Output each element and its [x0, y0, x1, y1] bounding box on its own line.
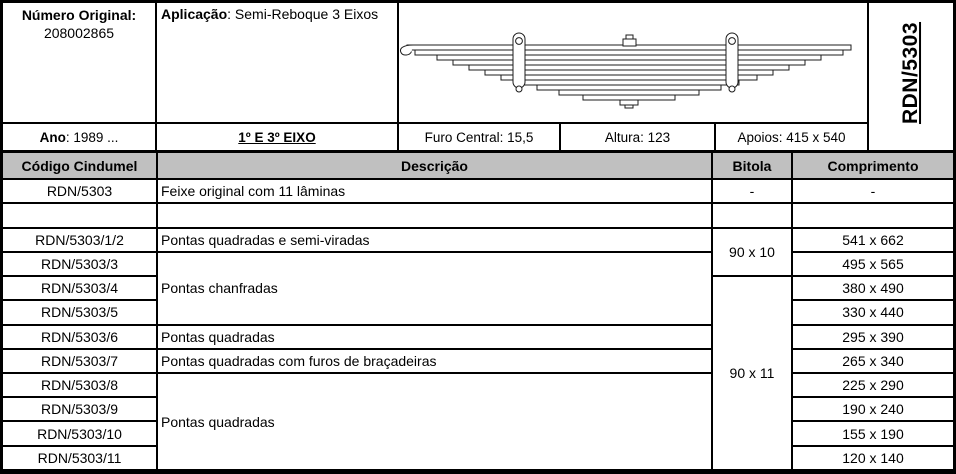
- header-codigo: Código Cindumel: [3, 153, 158, 180]
- numero-original-value: 208002865: [43, 25, 115, 41]
- table-row: [3, 326, 953, 350]
- table-row-empty: [3, 204, 953, 228]
- codigo-cell: RDN/5303/6: [3, 326, 158, 350]
- apoios-cell: Apoios: 415 x 540: [716, 124, 869, 150]
- furo-central-cell: Furo Central: 15,5: [399, 124, 561, 150]
- model-code-vertical-label: RDN/5303: [899, 21, 922, 124]
- leaf-spring-diagram: [399, 3, 869, 124]
- comprimento-cell: 225 x 290: [793, 374, 953, 398]
- codigo-cell: RDN/5303/3: [3, 253, 158, 277]
- codigo-cell: RDN/5303/11: [3, 447, 158, 471]
- altura-cell: Altura: 123: [561, 124, 716, 150]
- comprimento-cell: 380 x 490: [793, 277, 953, 301]
- table-row: [3, 374, 953, 398]
- bitola-cell: 90 x 11: [713, 277, 793, 471]
- bitola-cell: 90 x 10: [713, 229, 793, 277]
- descricao-cell: Pontas quadradas: [158, 374, 713, 471]
- comprimento-cell: 120 x 140: [793, 447, 953, 471]
- model-code-cell: [869, 3, 953, 150]
- codigo-cell: RDN/5303/4: [3, 277, 158, 301]
- descricao-cell: Pontas quadradas e semi-viradas: [158, 229, 713, 253]
- codigo-cell: RDN/5303/5: [3, 301, 158, 325]
- comprimento-cell: [793, 204, 953, 228]
- ano-value: : 1989 ...: [65, 129, 119, 145]
- table-row: [3, 253, 953, 277]
- codigo-cell: RDN/5303/7: [3, 350, 158, 374]
- info-panel: [3, 3, 953, 153]
- numero-original-cell: [3, 3, 157, 124]
- descricao-cell: Feixe original com 11 lâminas: [158, 180, 713, 204]
- header-bitola: Bitola: [713, 153, 793, 180]
- codigo-cell: RDN/5303/10: [3, 422, 158, 446]
- comprimento-cell: -: [793, 180, 953, 204]
- codigo-cell: RDN/5303/1/2: [3, 229, 158, 253]
- numero-original-label: Número Original:: [21, 7, 137, 23]
- eixo-cell: [157, 124, 399, 150]
- codigo-cell: RDN/5303: [3, 180, 158, 204]
- descricao-cell: Pontas chanfradas: [158, 253, 713, 326]
- ano-label: Ano: [39, 129, 66, 145]
- leaf-spring-svg: [399, 3, 867, 122]
- comprimento-cell: 541 x 662: [793, 229, 953, 253]
- aplicacao-value: : Semi-Reboque 3 Eixos: [227, 6, 379, 22]
- header-comprimento: Comprimento: [793, 153, 953, 180]
- ano-cell: [3, 124, 157, 150]
- comprimento-cell: 295 x 390: [793, 326, 953, 350]
- header-descricao: Descrição: [158, 153, 713, 180]
- table-row: [3, 350, 953, 374]
- codigo-cell: RDN/5303/8: [3, 374, 158, 398]
- comprimento-cell: 190 x 240: [793, 398, 953, 422]
- descricao-cell: Pontas quadradas com furos de braçadeiras: [158, 350, 713, 374]
- descricao-cell: [158, 204, 713, 228]
- comprimento-cell: 265 x 340: [793, 350, 953, 374]
- codigo-cell: RDN/5303/9: [3, 398, 158, 422]
- table-row: [3, 229, 953, 253]
- bitola-cell: -: [713, 180, 793, 204]
- bitola-cell: [713, 204, 793, 228]
- descricao-cell: Pontas quadradas: [158, 326, 713, 350]
- aplicacao-label: Aplicação: [161, 6, 228, 22]
- parts-table: [3, 153, 953, 471]
- comprimento-cell: 330 x 440: [793, 301, 953, 325]
- table-row: [3, 180, 953, 204]
- eixo-label: 1º E 3º EIXO: [238, 129, 316, 145]
- codigo-cell: [3, 204, 158, 228]
- comprimento-cell: 495 x 565: [793, 253, 953, 277]
- aplicacao-cell: [157, 3, 399, 124]
- comprimento-cell: 155 x 190: [793, 422, 953, 446]
- table-header-row: [3, 153, 953, 180]
